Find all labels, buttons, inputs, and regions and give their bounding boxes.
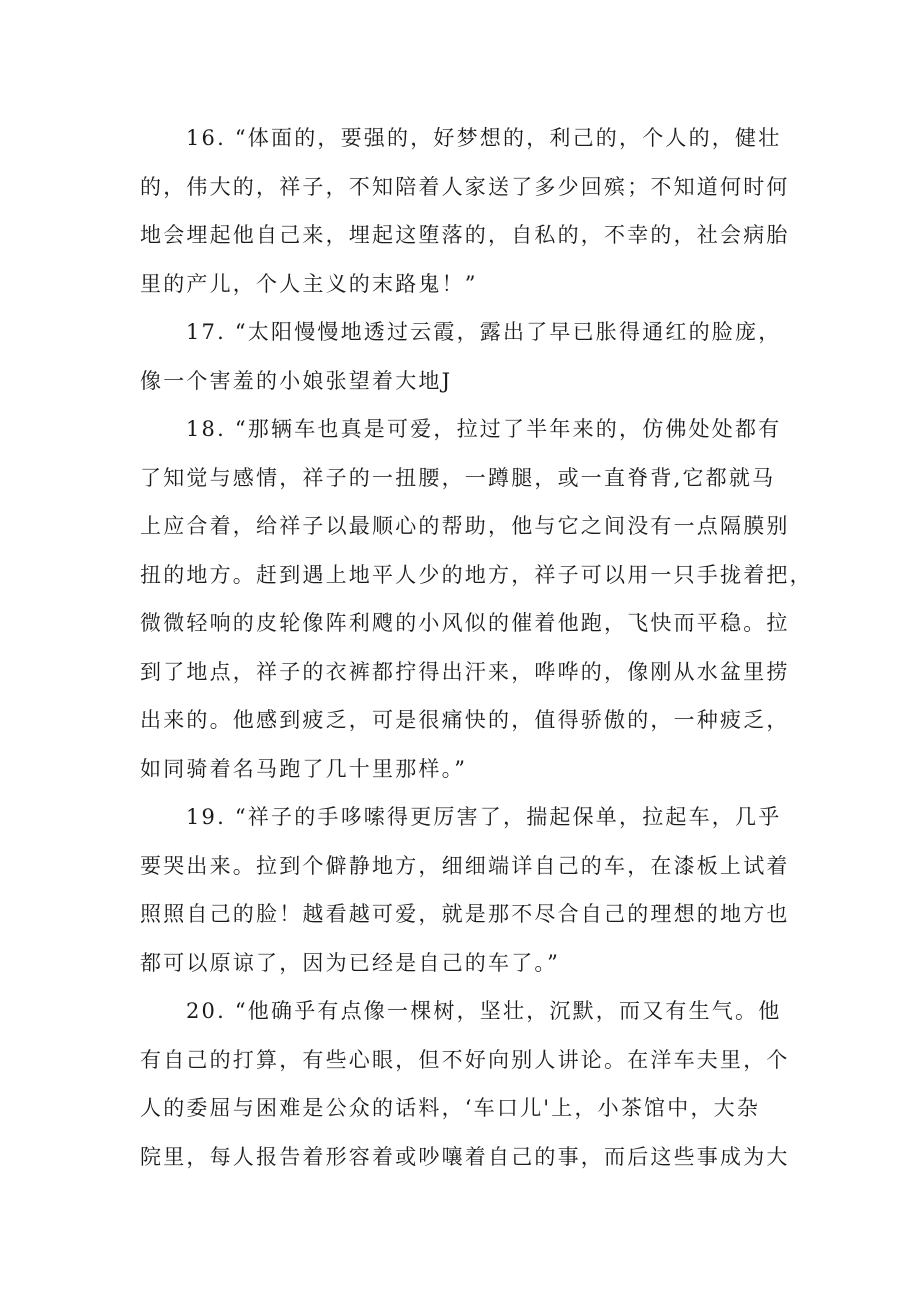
text-line: 出来的。他感到疲乏，可是很痛快的，值得骄傲的，一种疲乏， [140,708,790,732]
text-line: 要哭出来。拉到个僻静地方，细细端详自己的车，在漆板上试着 [140,853,790,878]
text-line: 19. “祥子的手哆嗦得更厉害了，揣起保单，拉起车，几乎 [186,805,782,829]
text-line: 有自己的打算，有些心眼，但不好向别人讲论。在洋车夫里，个 [140,1047,790,1072]
text-line: 微微轻响的皮轮像阵利飕的小风似的催着他跑，飞快而平稳。拉 [140,611,790,635]
text-line: 院里，每人报告着形容着或吵嚷着自己的事，而后这些事成为大 [140,1144,790,1169]
text-line: 照照自己的脸！越看越可爱，就是那不尽合自己的理想的地方也 [140,902,790,926]
paragraph-16 [140,114,800,308]
text-line: 地会埋起他自己来，埋起这堕落的，自私的，不幸的，社会病胎 [140,223,790,247]
text-line: 17. “太阳慢慢地透过云霞，露出了早已胀得通红的脸庞， [186,320,782,344]
text-line: 上应合着，给祥子以最顺心的帮助，他与它之间没有一点隔膜别 [140,514,790,538]
text-line: 16. “体面的，要强的，好梦想的，利己的，个人的，健壮 [186,126,782,150]
paragraph-19 [140,793,800,987]
text-line: 20. “他确乎有点像一棵树，坚壮，沉默，而又有生气。他 [186,999,782,1023]
paragraph-18 [140,405,813,793]
paragraph-17 [140,308,800,405]
text-line: 到了地点，祥子的衣裤都拧得出汗来，哗哗的，像刚从水盆里捞 [140,659,790,684]
text-line: 里的产儿，个人主义的末路鬼！” [140,271,478,296]
text-line: 人的委屈与困难是公众的话料，‘车口儿'上，小茶馆中，大杂 [140,1096,761,1120]
text-line: 扭的地方。赶到遇上地平人少的地方，祥子可以用一只手拢着把， [140,562,813,587]
text-line: 了知觉与感情，祥子的一扭腰，一蹲腿，或一直脊背,它都就马 [140,465,776,490]
paragraph-20 [140,987,800,1181]
text-line: 18. “那辆车也真是可爱，拉过了半年来的，仿佛处处都有 [186,417,782,441]
text-line: 的，伟大的，祥子，不知陪着人家送了多少回殡；不知道何时何 [140,174,790,199]
text-line: 像一个害羞的小娘张望着大地J [140,368,453,393]
document-body [140,114,813,1181]
text-line: 如同骑着名马跑了几十里那样。” [140,756,468,781]
text-line: 都可以原谅了，因为已经是自己的车了。” [140,950,561,975]
